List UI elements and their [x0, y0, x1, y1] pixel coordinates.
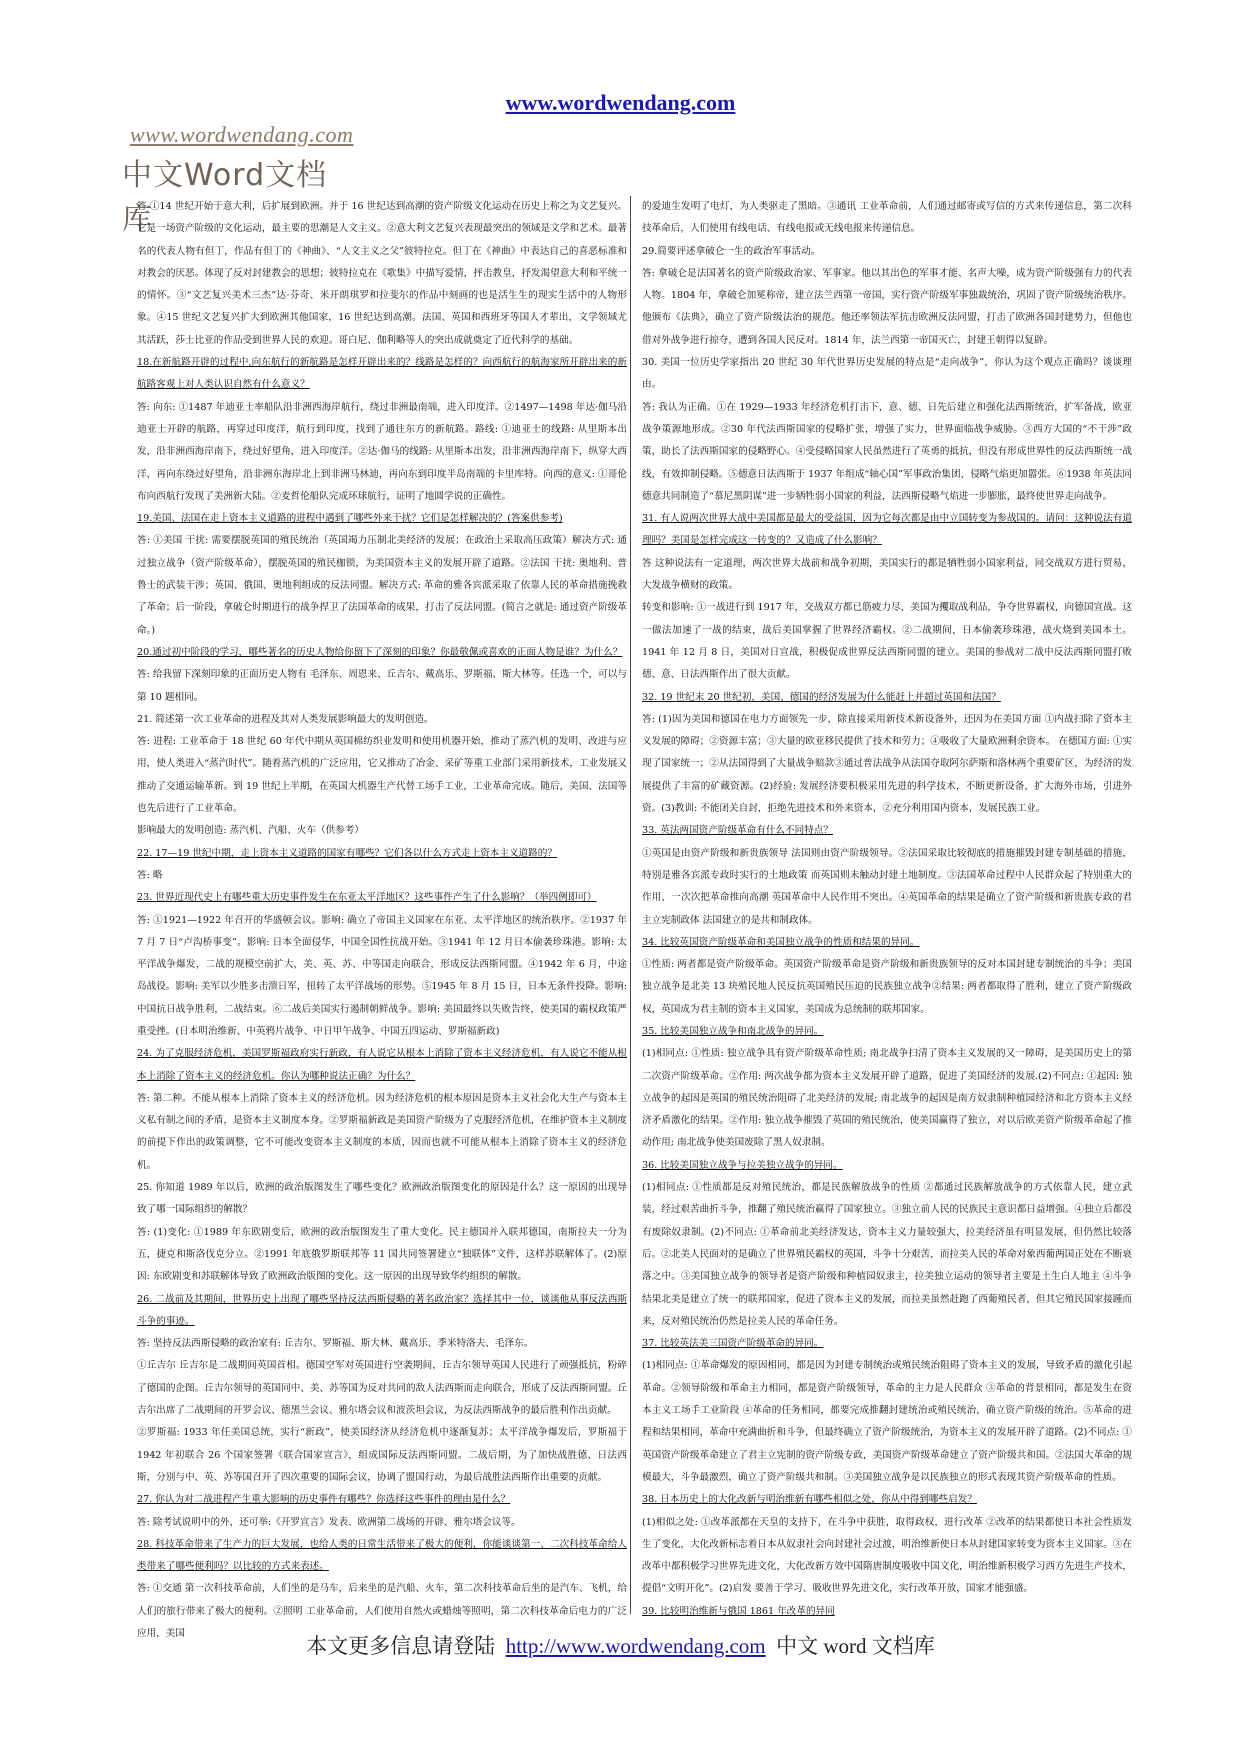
answer-paragraph: 答: 我认为正确。①在 1929—1933 年经济危机打击下，意、德、日先后建立和强化法西斯统治，扩军备战，欧亚战争策源地形成。②30 年代法西斯国家的侵略扩张，增强了实力，世界面临战争威胁。③西方大国的“不干涉”政策，助长了法西斯国家的侵略野心。④受侵略国家人民虽然进行了英勇的抵抗，但没有形成世界性的反法西斯统一战线，有效抑制侵略。⑤德意日法西斯于 1937 年组成“轴心国”军事政治集团，侵略气焰更加嚣张。⑥1938 年英法同德意共同制造了“慕尼黑阴谋”进一步牺牲弱小国家的利益，法西斯侵略气焰进一步膨胀，最终使世界走向战争。 [642, 401, 1132, 502]
answer-paragraph: ①丘吉尔 丘吉尔是二战期间英国首相。德国空军对英国进行空袭期间，丘吉尔领导英国人民进行了顽强抵抗，粉碎了德国的企图。丘吉尔领导的英国同中、美、苏等国为反对共同的敌人法西斯而走向联合，形成了反法西斯同盟。丘吉尔出席了二战期间的开罗会议、德黑兰会议、雅尔塔会议和波茨坦会议，为反法西斯战争的最后胜利作出贡献。 [137, 1360, 627, 1417]
answer-paragraph: 29.简要评述拿破仑一生的政治军事活动。 [642, 245, 821, 257]
footer-prefix: 本文更多信息请登陆 [306, 1634, 496, 1658]
footer-url-link[interactable]: http://www.wordwendang.com [505, 1634, 766, 1658]
question-paragraph: 24. 为了克服经济危机，美国罗斯福政府实行新政，有人说它从根本上消除了资本主义经济危机，有人说它不能从根本上消除了资本主义的经济危机。你认为哪种说法正确？为什么？ [137, 1048, 627, 1082]
question-paragraph: 23. 世界近现代史上有哪些重大历史事件发生在东亚太平洋地区？这些事件产生了什么影响？（举四例即可） [137, 892, 597, 904]
answer-paragraph: 21. 简述第一次工业革命的进程及其对人类发展影响最大的发明创造。 [137, 713, 434, 725]
question-paragraph: 19.美国、法国在走上资本主义道路的进程中遇到了哪些外来干扰？它们是怎样解决的？(答案供参考) [137, 513, 563, 525]
answer-paragraph: 答: 第二种。不能从根本上消除了资本主义的经济危机。因为经济危机的根本原因是资本主义社会化大生产与资本主义私有制之间的矛盾，是资本主义制度本身。②罗斯福新政是美国资产阶级为了克服经济危机，在维护资本主义制度的前提下作出的政策调整，它不可能改变资本主义制度的本质，因而也就不可能从根本上消除了资本主义的经济危机。 [137, 1092, 627, 1171]
answer-paragraph: 答: 坚持反法西斯侵略的政治家有: 丘吉尔、罗斯福、斯大林、戴高乐、季米特洛夫、毛泽东。 [137, 1338, 534, 1350]
question-paragraph: 22. 17—19 世纪中期，走上资本主义道路的国家有哪些？它们各以什么方式走上资本主义道路的？ [137, 847, 557, 859]
logo-name-text: 中文Word文档库 [122, 158, 328, 237]
answer-paragraph: 答 ①14 世纪开始于意大利，后扩展到欧洲。并于 16 世纪达到高潮的资产阶级文化运动在历史上称之为文艺复兴。它是一场资产阶级的文化运动，最主要的思潮是人文主义。②意大利文艺复兴表现最突出的领域是文学和艺术。最著名的代表人物有但丁，作品有但丁的《神曲》、“人文主义之父”彼特拉克。但丁在《神曲》中表达自己的喜恶标准和对教会的厌恶。体现了反对封建教会的思想；彼特拉克在《歌集》中描写爱情，抨击教皇，抒发渴望意大利和平统一的情怀。③“文艺复兴美术三杰”达·芬奇、米开朗琪罗和拉斐尔的作品中刻画的也是活生生的现实生活中的人物形象。④15 世纪文艺复兴扩大到欧洲其他国家，16 世纪达到高潮。法国、英国和西班牙等国人才辈出，文学领域尤其活跃，莎士比亚的作品受到世界人民的欢迎。哥白尼、伽利略等人的突出成就奠定了近代科学的基础。 [137, 201, 627, 346]
logo-watermark-text: www.wordwendang.com [130, 122, 354, 147]
answer-paragraph: 影响最大的发明创造: 蒸汽机、汽船、火车（供参考） [137, 825, 364, 837]
question-paragraph: 37. 比较英法美三国资产阶级革命的异同。 [642, 1338, 824, 1350]
footer-suffix: 中文 word 文档库 [776, 1634, 935, 1658]
question-paragraph: 38. 日本历史上的大化改新与明治维新有哪些相似之处，你从中得到哪些启发？ [642, 1494, 977, 1506]
answer-paragraph: ②罗斯福: 1933 年任美国总统，实行“新政”，使美国经济从经济危机中逐渐复苏；太平洋战争爆发后，罗斯福于 1942 年初联合 26 个国家签署《联合国家宣言》，组成国际反法西斯同盟。二战后期，为了加快战胜德、日法西斯，分别与中、英、苏等国召开了四次重要的国际会议，协调了盟国行动，为最后战胜法西斯作出重要的贡献。 [137, 1427, 627, 1483]
column-divider [630, 196, 631, 1614]
answer-paragraph: 答 这种说法有一定道理，两次世界大战前和战争初期，美国实行的都是牺牲弱小国家利益，同交战双方进行贸易，大发战争横财的政策。 [642, 557, 1132, 592]
question-paragraph: 35. 比较美国独立战争和南北战争的异同。 [642, 1025, 824, 1037]
site-logo [122, 122, 354, 237]
question-paragraph: 34. 比较英国资产阶级革命和美国独立战争的性质和结果的异同。 [642, 936, 920, 948]
answer-paragraph: 的爱迪生发明了电灯，为人类驱走了黑暗。③通讯 工业革命前，人们通过邮寄或写信的方式来传递信息，第二次科技革命后，人们使用有线电话、有线电报或无线电报来传递信息。 [642, 201, 1132, 235]
question-paragraph: 27. 你认为对二战进程产生重大影响的历史事件有哪些？你选择这些事件的理由是什么？ [137, 1494, 511, 1506]
question-paragraph: 20.通过初中阶段的学习，哪些著名的历史人物给你留下了深刻的印象？你最敬佩或喜欢的正面人物是谁？为什么？ [137, 646, 623, 658]
answer-paragraph: ①性质: 两者都是资产阶级革命。英国资产阶级革命是资产阶级和新贵族领导的反对本国封建专制统治的斗争；美国独立战争是北美 13 块殖民地人民反抗英国殖民压迫的民族独立战争②结果: 两者都取得了胜利，建立了资产阶级政权，英国成为君主制的资本主义国家，美国成为总统制的联邦国家。 [642, 959, 1132, 1015]
question-paragraph: 39. 比较明治维新与俄国 1861 年改革的异同 [642, 1605, 835, 1617]
answer-paragraph: 答: ①美国 干扰: 需要摆脱英国的殖民统治（英国竭力压制北美经济的发展；在政治上采取高压政策）解决方式: 通过独立战争（资产阶级革命），摆脱英国的殖民枷锁，为美国资本主义的发展开辟了道路。②法国 干扰: 奥地利、普鲁士的武装干涉；英国、俄国、奥地利组成的反法同盟。解决方式: 革命的雅各宾派采取了依靠人民的革命措施挽救了革命；后一阶段，拿破仑时期进行的战争捍卫了法国革命的成果，打击了反法同盟。(简言之就是: 通过资产阶级革命。) [137, 535, 627, 636]
answer-paragraph: 答: 除考试说明中的外，还可举:《开罗宣言》发表、欧洲第二战场的开辟、雅尔塔会议等。 [137, 1516, 521, 1528]
left-text-column [137, 196, 627, 1639]
answer-paragraph: 答: 给我留下深刻印象的正面历史人物有 毛泽东、周恩来、丘吉尔、戴高乐、罗斯福、斯大林等。任选一个，可以与第 10 题相同。 [137, 669, 627, 703]
answer-paragraph: 答: (1)变化: ①1989 年东欧剧变后，欧洲的政治版图发生了重大变化。民主德国并入联邦德国，南斯拉夫一分为五，捷克和斯洛伐克分立。②1991 年底俄罗斯联邦等 11 国共同签署建立“独联体”文件，这样苏联解体了。(2)原因: 东欧剧变和苏联解体导致了欧洲政治版图的变化。这一原因的出现导致华约组织的解散。 [137, 1226, 627, 1283]
answer-paragraph: 答: 向东: ①1487 年迪亚士率船队沿非洲西海岸航行，绕过非洲最南端，进入印度洋。②1497—1498 年达·伽马沿迪亚士开辟的航路，再穿过印度洋，航行到印度，找到了通往东方的新航路。路线: ①迪亚士的线路: 从里斯本出发，沿非洲西海岸南下，绕过好望角，进入印度洋。②达·伽马的线路: 从里斯本出发，沿非洲西海岸南下，纵穿大西洋，再向东绕过好望角，沿非洲东海岸北上到非洲马林迪，再向东到印度半岛南端的卡里库特。向西的意义: ①哥伦布向西航行发现了美洲新大陆。②麦哲伦船队完成环球航行，证明了地圆学说的正确性。 [137, 401, 627, 502]
answer-paragraph: ①英国是由资产阶级和新贵族领导 法国则由资产阶级领导。②法国采取比较彻底的措施摧毁封建专制基础的措施，特别是雅各宾派专政时实行的土地政策 而英国则未触动封建土地制度。③法国革命过程中人民群众起了特别重大的作用，一次次把革命推向高潮 英国革命中人民作用不突出。④英国革命的结果是确立了资产阶级和新贵族专政的君主立宪制政体 法国建立的是共和制政体。 [642, 847, 1132, 926]
question-paragraph: 36. 比较美国独立战争与拉美独立战争的异同。 [642, 1159, 843, 1171]
answer-paragraph: (1)相同点: ①革命爆发的原因相同，都是因为封建专制统治或殖民统治阻碍了资本主义的发展，导致矛盾的激化引起革命。②领导阶级和革命主力相同，都是资产阶级领导，革命的主力是人民群众 ③革命的背景相同，都是发生在资本主义工场手工业阶段 ④革命的任务相同，都要完成推翻封建统治或殖民统治，确立资产阶级的统治。⑤革命的进程和结果相同，革命中充满曲折和斗争，但最终确立了资产阶级统治，为资本主义的发展开辟了道路。(2)不同点: ①英国资产阶级革命建立了君主立宪制的资产阶级专政，美国资产阶级革命建立了资产阶级共和国。②法国大革命的规模最大，斗争最激烈，确立了资产阶级共和制。③美国独立战争是以民族独立的形式表现其资产阶级革命的性质。 [642, 1360, 1132, 1483]
right-text-column [642, 196, 1132, 1617]
answer-paragraph: 25. 你知道 1989 年以后，欧洲的政治版图发生了哪些变化？欧洲政治版图变化的原因是什么？这一原因的出现导致了哪一国际组织的解散？ [137, 1182, 627, 1216]
answer-paragraph: 答: 拿破仑是法国著名的资产阶级政治家、军事家。他以其出色的军事才能、名声大噪，成为资产阶级强有力的代表人物。1804 年，拿破仑加冕称帝，建立法兰西第一帝国，实行资产阶级军事独裁统治，巩固了资产阶级统治秩序。他颁布《法典》，确立了资产阶级法治的规范。他还率领法军抗击欧洲反法同盟，打击了欧洲各国封建势力，但他也借对外战争进行掠夺，遭到各国人民反对。1814 年，法兰西第一帝国灭亡，封建王朝得以复辟。 [642, 267, 1132, 346]
answer-paragraph: (1)相同点: ①性质: 独立战争具有资产阶级革命性质; 南北战争扫清了资本主义发展的又一障碍，是美国历史上的第二次资产阶级革命。②作用: 两次战争都为资本主义发展开辟了道路，促进了美国经济的发展.(2)不同点: ①起因: 独立战争的起因是英国的殖民统治阻碍了北美经济的发展; 南北战争的起因是南方奴隶制种植园经济和北方资本主义经济矛盾激化的结果。②作用: 独立战争摧毁了英国的殖民统治，使美国赢得了独立，对以后欧美资产阶级革命起了推动作用; 南北战争使美国废除了黑人奴隶制。 [642, 1048, 1132, 1149]
answer-paragraph: 答: 进程: 工业革命于 18 世纪 60 年代中期从英国棉纺织业发明和使用机器开始，推动了蒸汽机的发明、改进与应用，使人类进入“蒸汽时代”。随着蒸汽机的广泛应用，它又推动了冶金、采矿等重工业部门采用新技术，工业发展又推动了交通运输革新。到 19 世纪上半期，在英国大机器生产代替工场手工业，工业革命完成。随后，美国、法国等也先后进行了工业革命。 [137, 736, 627, 815]
page-footer [0, 1630, 1241, 1660]
answer-paragraph: 答: ①1921—1922 年召开的华盛顿会议。影响: 确立了帝国主义国家在东亚、太平洋地区的统治秩序。②1937 年 7 月 7 日“卢沟桥事变”。影响: 日本全面侵华，中国全国性抗战开始。③1941 年 12 月日本偷袭珍珠港。影响: 太平洋战争爆发，二战的规模空前扩大，美、英、苏、中等国走向联合，形成反法西斯同盟。④1942 年 6 月，中途岛战役。影响: 美军以少胜多击溃日军，扭转了太平洋战场的形势。⑤1945 年 8 月 15 日，日本无条件投降。影响: 中国抗日战争胜利，二战结束。⑥二战后美国实行遏制朝鲜战争。影响: 美国最终以失败告终，使美国的霸权政策严重受挫。(日本明治维新、中英鸦片战争、中日甲午战争、中国五四运动、罗斯福新政) [137, 914, 627, 1037]
answer-paragraph: 30. 美国一位历史学家指出 20 世纪 30 年代世界历史发展的特点是“走向战争”，你认为这个观点正确吗？谈谈理由。 [642, 357, 1132, 391]
answer-paragraph: 答: (1)因为美国和德国在电力方面领先一步，除直接采用新技术新设备外，还因为在美国方面 ①内战扫除了资本主义发展的障碍；②资源丰富；③大量的欧亚移民提供了技术和劳力；④吸收了大量欧洲剩余资本。 在德国方面: ①实现了国家统一；②从法国得到了大量战争赔款③通过普法战争从法国夺取阿尔萨斯和洛林两个重要矿区，为经济的发展提供了丰富的矿藏资源。(2)经验: 发展经济要积极采用先进的科学技术，不断更新设备，扩大海外市场，引进外资。(3)教训: 不能闭关自封，拒绝先进技术和外来资本，②充分利用国内资本，发展民族工业。 [642, 713, 1132, 815]
answer-paragraph: 转变和影响: ①一战进行到 1917 年，交战双方都已筋疲力尽，美国为攫取战利品，争夺世界霸权，向德国宣战。这一做法加速了一战的结束，战后美国掌握了世界经济霸权。②二战期间，日本偷袭珍珠港，战火烧到美国本土。1941 年 12 月 8 日，美国对日宣战，积极促成世界反法西斯同盟的建立。美国的参战对二战中反法西斯同盟打败德、意、日法西斯作出了很大贡献。 [642, 602, 1132, 681]
question-paragraph: 18.在新航路开辟的过程中,向东航行的新航路是怎样开辟出来的？线路是怎样的？向西航行的航海家所开辟出来的新航路客观上对人类认识自然有什么意义？ [137, 357, 627, 391]
answer-paragraph: 答: 略 [137, 869, 163, 881]
question-paragraph: 33. 英法两国资产阶级革命有什么不同特点？ [642, 825, 833, 837]
answer-paragraph: (1)相似之处: ①改革派都在天皇的支持下，在斗争中获胜，取得政权，进行改革 ②改革的结果都使日本社会性质发生了变化，大化改新标志着日本从奴隶社会向封建社会过渡，明治维新使日本从封建国家转变为资本主义国家。③在改革中都积极学习世界先进文化，大化改新方效中国隋唐制度吸收中国文化，明治维新积极学习西方先进生产技术，提倡“文明开化”。(2)启发 要善于学习、吸收世界先进文化，实行改革开放，国家才能强盛。 [642, 1516, 1132, 1595]
question-paragraph: 32. 19 世纪末 20 世纪初，美国、德国的经济发展为什么能赶上并超过英国和法国？ [642, 691, 1001, 703]
answer-paragraph: (1)相同点: ①性质都是反对殖民统治，都是民族解放战争的性质 ②都通过民族解放战争的方式依靠人民，建立武装，经过艰苦曲折斗争，推翻了殖民统治赢得了国家独立。③独立前人民的民族民主意识都日益增强。④独立后都没有废除奴隶制。(2)不同点: ①革命前北美经济发达，资本主义力量较强大，拉美经济虽有明显发展，但仍然比较落后。②北美人民面对的是确立了世界殖民霸权的英国，斗争十分艰苦，而拉美人民的革命对象西葡两国正处在不断衰落之中。③美国独立战争的领导者是资产阶级和种植园奴隶主，拉美独立运动的领导者主要是土生白人地主 ④斗争结果北美是建立了统一的联邦国家，促进了资本主义的发展，而拉美虽然赶跑了西葡殖民者，但其它殖民国家接踵而来，反对殖民统治仍然是拉美人民的革命任务。 [642, 1182, 1132, 1327]
question-paragraph: 28. 科技革命带来了生产力的巨大发展，也给人类的日常生活带来了极大的便利，你能谈谈第一、二次科技革命给人类带来了哪些便利吗？以比较的方式来表述。 [137, 1538, 627, 1573]
question-paragraph: 26. 二战前及其期间，世界历史上出现了哪些坚持反法西斯侵略的著名政治家？选择其中一位，谈谈他从事反法西斯斗争的事迹。 [137, 1293, 627, 1327]
answer-paragraph: 答: ①交通 第一次科技革命前，人们坐的是马车，后来坐的是汽船、火车，第二次科技革命后坐的是汽车、飞机，给人们的旅行带来了极大的便利。②照明 工业革命前，人们使用自然火或蜡烛等照明，第二次科技革命后电力的广泛应用，美国 [137, 1583, 627, 1639]
question-paragraph: 31. 有人说两次世界大战中美国都是最大的受益国，因为它每次都是由中立国转变为参战国的。请问：这种说法有道理吗？美国是怎样完成这一转变的？又造成了什么影响？ [642, 513, 1132, 547]
header-url-link[interactable]: www.wordwendang.com [505, 90, 736, 115]
